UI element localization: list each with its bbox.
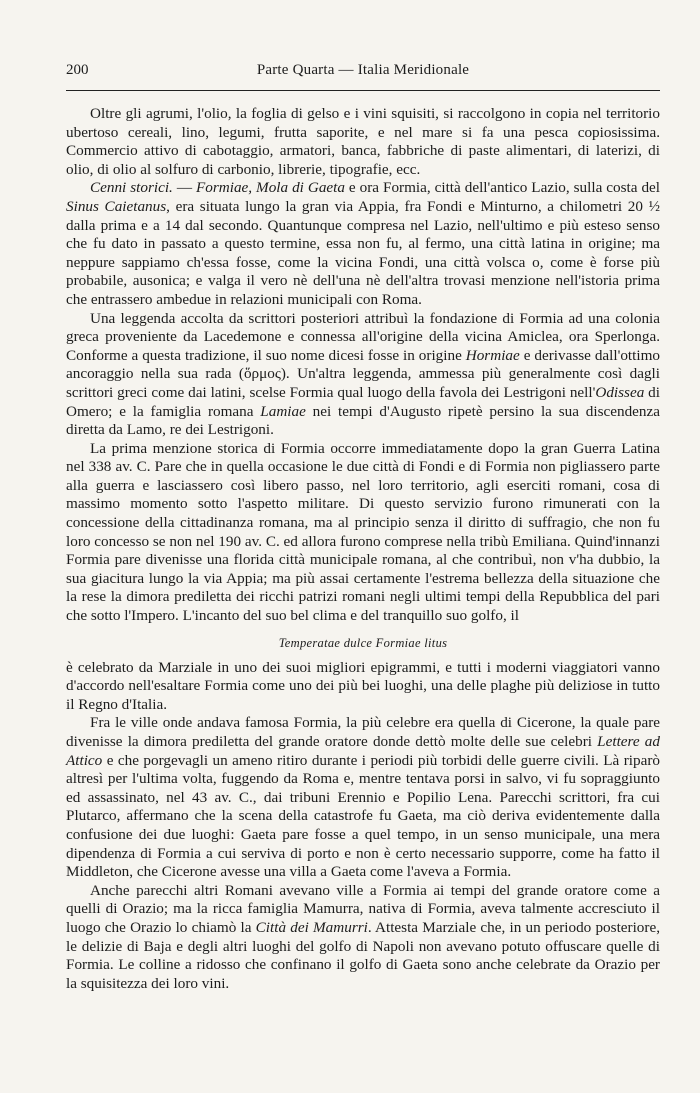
ancient-names: Formiae, Mola di Gaeta	[195, 179, 345, 197]
paragraph-agrumi: Oltre gli agrumi, l'olio, la foglia di gelso e i vini squisiti, si raccolgono in copia nel territorio ubertoso cereali, lino, legumi, frutta saporite, e nel mare si fa una pesca copiosissima. Commercio attivo di cabotaggio, armatori, banca, fabbriche di paste alimentari, di laterizi, di olio, di olio al solfuro di carbonio, librerie, tipografie, ecc.	[66, 105, 660, 178]
paragraph-ville-cicerone	[66, 714, 660, 881]
paragraph-prima-menzione: La prima menzione storica di Formia occorre immediatamente dopo la gran Guerra Latina nel 338 av. C. Pare che in quella occasione le due città di Fondi e di Formia non pigliassero parte alla guerra e lasciassero così libero passo, nel loro territorio, agli eserciti romani, cosa di massimo momento sotto l'aspetto militare. Di questo servizio furono rimunerati con la concessione della cittadinanza romana, ma al principio senza il diritto di suffragio, che non fu loro concesso se non nel 190 av. C. ed allora furono comprese nella tribù Emiliana. Quind'innanzi Formia pare divenisse una florida città municipale romana, al che contribuì, non v'ha dubbio, la sua giacitura lungo la via Appia; ma più assai certamente l'estrema bellezza della situazione che la rese la dimora prediletta dei ricchi patrizi romani negli ultimi tempi della Repubblica del pari che sotto l'Impero. L'incanto del suo bel clima e del tranquillo suo golfo, il	[66, 439, 660, 625]
text-span: e che porgevagli un ameno ritiro durante i periodi più torbidi delle guerre civili. Là riparò altresì per l'ultima volta, fuggendo da Roma e, mentre tentava porsi in salvo, vi fu sopraggiunto ed assassinato, nel 43 av. C., dai tribuni Erennio e Popilio Lena. Parecchi scrittori, fra cui Plutarco, affermano che la scena della catastrofe fu Gaeta, ma ciò deriva evidentemente dalla confusione dei due luoghi: Gaeta pare fosse a quel tempo, in un senso municipale, una mera dipendenza di Formia a cui serviva di porto e non è certo necessario supporre, come ha fatto il Middleton, che Cicerone avesse una villa a Gaeta come l'aveva a Formia.	[66, 751, 660, 881]
text-span: , era situata lungo la gran via Appia, fra Fondi e Minturno, a chilometri 20 ½ dalla prima e a 14 dal secondo. Quantunque compresa nel Lazio, nell'ultimo e più esteso senso che fu dato in passato a questo termine, essa non fu, al fermo, una città latina in origine; ma neppure sappiamo ch'essa fosse, come la vicina Fondi, una città volsca o, come è forse più probabile, ausonica; e valga il vero nè dell'una nè dell'altra trovasi menzione nell'istoria prima che entrassero ambedue in relazioni municipali con Roma.	[66, 197, 660, 308]
header-rule	[66, 90, 660, 91]
text-span: Anche parecchi altri Romani avevano ville a Formia ai tempi del grande oratore come a quelli di Orazio; ma la ricca famiglia Mamurra, nativa di Formia, aveva talmente accresciuto il luogo che Orazio lo chiamò la	[66, 881, 660, 936]
text-span: nei tempi d'Augusto ripetè persino la sua discendenza diretta da Lamo, re dei Lestrigoni.	[66, 402, 660, 439]
term-hormiae: Hormiae	[465, 346, 520, 364]
term-lettere-attico: Lettere ad Attico	[66, 733, 660, 769]
page-header	[66, 62, 660, 82]
paragraph-altri-romani	[66, 882, 660, 994]
text-span: di Omero; e la famiglia romana	[66, 383, 660, 420]
term-odissea: Odissea	[595, 383, 645, 401]
text-span: . Attesta Marziale che, in un periodo posteriore, le delizie di Baja e degli altri luoghi del golfo di Napoli non avevano potuto offuscare quelle di Formia. Le colline a ridosso che confinano il golfo di Gaeta sono anche celebrate da Orazio per la squisitezza dei loro vini.	[66, 918, 660, 992]
latin-quote: Temperatae dulce Formiae litus	[278, 635, 448, 650]
term-citta-mamurri: Città dei Mamurri	[255, 918, 368, 936]
paragraph-leggenda	[66, 310, 660, 440]
term-lamiae: Lamiae	[260, 402, 306, 420]
paragraph-cenni-storici	[66, 179, 660, 309]
text-span: e derivasse dall'ottimo ancoraggio nella sua rada (ὅρμος). Un'altra leggenda, ammessa più generalmente così dagli scrittori greci come dai latini, scelse Formia qual luogo della favola dei Lestrigoni nell'	[66, 346, 660, 401]
text-span: Fra le ville onde andava famosa Formia, la più celebre era quella di Cicerone, la quale pare divenisse la dimora prediletta del grande oratore donde dettò molte delle sue celebri	[66, 714, 660, 750]
sinus-caietanus: Sinus Caietanus	[66, 197, 167, 215]
section-heading: Cenni storici.	[90, 179, 173, 197]
page-number: 200	[66, 62, 89, 78]
heading-dash: —	[172, 179, 196, 197]
running-title: Parte Quarta — Italia Meridionale	[256, 62, 470, 78]
body-text	[66, 105, 660, 993]
text-span: Una leggenda accolta da scrittori posteriori attribuì la fondazione di Formia ad una colonia greca proveniente da Lacedemone e connessa all'origine della vicina Amiclea, ora Sperlonga. Conforme a questa tradizione, il suo nome dicesi fosse in origine	[66, 309, 660, 364]
paragraph-marziale: è celebrato da Marziale in uno dei suoi migliori epigrammi, e tutti i moderni viaggiatori vanno d'accordo nell'esaltare Formia come uno dei più bei luoghi, una delle plaghe più deliziose in tutto il Regno d'Italia.	[66, 658, 660, 713]
text-span: e ora Formia, città dell'antico Lazio, sulla costa del	[344, 179, 661, 197]
